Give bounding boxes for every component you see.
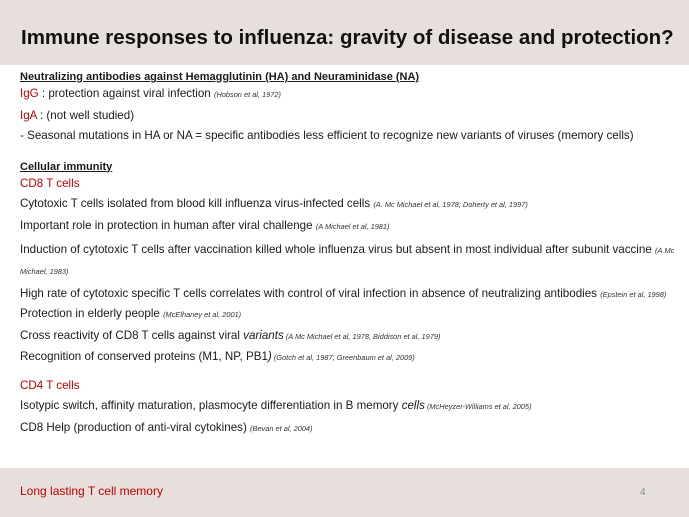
- cd8-item-1: [20, 197, 684, 212]
- slide-title: Immune responses to influenza: gravity of disease and protection?: [21, 26, 674, 49]
- cd8-item-text: Recognition of conserved proteins (M1, NP, PB1: [20, 350, 268, 363]
- cd4-item-text: CD8 Help (production of anti-viral cytokines): [20, 420, 251, 434]
- cd8-item-text: Induction of cytotoxic T cells after vaccination killed whole influenza virus but absent in most individual after subunit vaccine: [20, 243, 655, 256]
- cd8-item-6: [20, 329, 684, 344]
- cd8-item-italic: ): [267, 350, 272, 363]
- cd4-item-ref: (McHeyzer-Williams et al, 2005): [424, 402, 532, 411]
- cd8-item-text: Cross reactivity of CD8 T cells against viral: [20, 328, 244, 342]
- cd8-label: CD8 T cells: [20, 176, 80, 190]
- cd4-item-text: Isotypic switch, affinity maturation, plasmocyte differentiation in B memory: [20, 399, 402, 412]
- cd8-item-5: [20, 307, 684, 322]
- cd8-item-ref: (A Michael et al, 1981): [315, 221, 390, 231]
- cd8-item-ref: (McElhaney et al, 2001): [163, 310, 242, 319]
- cd8-item-4: [20, 284, 684, 305]
- cd8-item-ref: (A Mc Michael et al, 1978, Biddison et al, 1979): [283, 331, 441, 341]
- igg-line: [20, 87, 684, 102]
- igg-label: IgG: [20, 87, 39, 100]
- cd4-item-2: [20, 421, 684, 436]
- cd4-item-ref: (Bevan et al, 2004): [250, 423, 313, 433]
- cd8-item-3: [20, 240, 684, 282]
- cd8-item-ref: (A. Mc Michael et al, 1978; Doherty et al, 1997): [373, 200, 528, 209]
- cd8-item-text: Protection in elderly people: [20, 307, 164, 320]
- slide-content: [20, 70, 684, 442]
- cd8-item-italic: variants: [243, 328, 284, 342]
- cd8-item-2: [20, 219, 684, 234]
- cd4-item-1: [20, 399, 684, 414]
- cd8-item-ref: (Gotch et al, 1987; Greenbaum et al, 2009): [271, 353, 415, 362]
- cd8-item-7: [20, 350, 684, 365]
- mutation-line: - Seasonal mutations in HA or NA = specific antibodies less efficient to recognize new variants of viruses (memory cells): [20, 129, 634, 142]
- cd8-item-text: High rate of cytotoxic specific T cells correlates with control of viral infection in absence of neutralizing antibodies: [20, 287, 601, 300]
- iga-label: IgA: [20, 108, 37, 122]
- cd4-item-italic: cells: [401, 399, 425, 412]
- cd8-item-text: Important role in protection in human after viral challenge: [20, 218, 316, 232]
- iga-text: : (not well studied): [36, 108, 135, 122]
- cd4-label: CD4 T cells: [20, 378, 80, 392]
- antibodies-heading: Neutralizing antibodies against Hemagglutinin (HA) and Neuraminidase (NA): [20, 71, 420, 83]
- igg-text: : protection against viral infection: [38, 87, 214, 100]
- page-number: 4: [640, 487, 646, 498]
- igg-ref: (Hobson et al, 1972): [213, 90, 281, 99]
- iga-line: [20, 109, 684, 123]
- cd8-item-text: Cytotoxic T cells isolated from blood kill influenza virus-infected cells: [20, 197, 374, 210]
- footer-text: Long lasting T cell memory: [20, 484, 163, 498]
- cellular-immunity-heading: Cellular immunity: [20, 160, 113, 173]
- cd8-item-ref: (Epstein et al, 1998): [600, 290, 667, 299]
- cd8-item-ref: (A.Mc Michael, 1983): [20, 246, 675, 276]
